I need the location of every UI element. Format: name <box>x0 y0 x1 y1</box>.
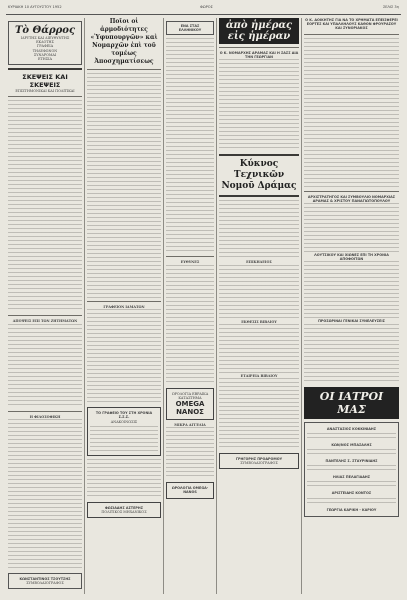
section-heading-3: Η ΦΙΛΟΣΟΦΙΚΗ <box>29 414 61 419</box>
staff-3: ΓΡΑΦΕΙΑ <box>36 44 54 49</box>
section-heading-2: ΑΠΟΨΕΙΣ ΕΠΙ ΤΩΝ ΖΗΤΗΜΑΤΩΝ <box>12 319 78 324</box>
headline-text <box>219 200 299 260</box>
notice-text <box>87 309 161 404</box>
doctor-5: ΑΡΙΣΤΕΙΔΗΣ ΚΟΝΤΟΣ <box>331 491 372 496</box>
footer-ad-sub: ΣΥΜΒΟΛΑΙΟΓΡΑΦΟΣ <box>26 581 64 586</box>
page-header <box>8 5 399 14</box>
top-news-heading: Ο Κ. ΔΟΙΚΗΤΗΣ ΓΙΑ ΝΑ ΤΟ ΧΡΗΜΑΤΑ ΕΠΕΙΣΦΕΡΕΙ ΕΟΡΤΕΣ ΚΑΙ ΥΠΑΛΛΗΛΟΥΣ ΚΑΘΟΝ ΦΡΟΥΡΑΣΟΥ ΚΑΙ ΣΥΝΟΡΙΑΚΟΣ <box>305 18 398 31</box>
article-text-block-2 <box>8 324 82 408</box>
doctor-3: ΠΑΝΤΕΛΗΣ Σ. ΣΤΑΥΡΙΝΙΔΗΣ <box>325 459 378 464</box>
engineer-ad-title: ΦΩΣΙΑΔΗΣ ΑΣΤΕΡΗΣ <box>104 505 144 510</box>
mikra-text <box>166 427 214 479</box>
notary-ad-sub: ΣΥΜΒΟΛΑΙΟΓΡΑΦΟΣ <box>240 461 278 466</box>
section-c-text <box>219 378 299 450</box>
footer-ad <box>8 573 82 589</box>
omega-ad-1 <box>166 388 214 420</box>
staff-1: ΙΔΡΥΤΗΣ ΚΑΙ ΔΙΕΥΘΥΝΤΗΣ <box>20 36 70 40</box>
staff-2: ΕΚΔΟΤΗΣ <box>36 40 54 45</box>
column-3 <box>166 18 214 594</box>
doctor-2: ΚΩΝ/ΝΟΣ ΜΠΑΣΑΛΗΣ <box>331 442 372 447</box>
section-heading: ΣΚΕΨΕΙΣ ΚΑΙ ΣΚΕΨΕΙΣ <box>22 73 68 90</box>
engineer-ad-sub: ΠΟΛΙΤΙΚΟΣ ΜΗΧΑΝΙΚΟΣ <box>101 510 147 515</box>
column-5 <box>304 18 399 594</box>
announcement-title: ΤΟ ΓΡΑΦΕΙΟ ΤΟΥ ΣΤΗ ΧΡΟΝΙΑ Σ.Σ.Σ. <box>95 411 153 420</box>
main-headline: Κύκνος Τεχνικῶν Νομοῦ Δράμας <box>221 159 297 192</box>
notary-ad-title: ΓΡΗΓΟΡΗΣ ΠΡΟΔΡΟΜΟΥ <box>235 457 283 462</box>
article-headline: Ποῖοι οἱ ἁρμοδιότητες «Ὑφυπουργῶν» καὶ Νομαρχῶν ἐπὶ τοῦ τομέως Ἀποσχηματίσεως <box>90 18 158 65</box>
article-text-block-3 <box>8 419 82 569</box>
news-heading-s1: ΑΡΧΙΣΤΡΑΤΗΓΟΣ ΚΑΙ ΣΥΜΒΟΥΛΙΟ ΝΟΜΑΡΧΙΑΣ ΔΡΑΜΑΣ & ΧΡΙΣΤΟΥ ΠΑΝΑΓΙΩΤΟΠΟΥΛΟΥ <box>307 194 396 203</box>
section-epikedeios: ΕΠΙΚΗΔΕΙΟΣ <box>246 260 272 265</box>
column-4 <box>219 18 299 594</box>
header-masthead: ΦΩΡΟΣ <box>200 5 213 9</box>
staff-4: ΤΗΛΕΦΩΝΟΝ <box>32 48 58 53</box>
omega-ad-2 <box>166 482 214 498</box>
mikra-heading: ΜΙΚΡΑ ΑΓΓΕΛΙΑ <box>174 423 206 428</box>
section-etaireia: ΕΤΑΙΡΕΙΑ ΒΙΒΛΙΟΥ <box>240 373 278 378</box>
masthead-title: Τὸ Θάρρος <box>14 25 76 36</box>
staff-5: ΣΥΝΔΡΟΜΑΙ <box>33 52 57 57</box>
announcement-sub: ΑΝΑΚΟΙΝΩΣΙΣ <box>110 419 138 424</box>
article-text <box>87 73 161 298</box>
news-text-s1 <box>304 203 399 253</box>
daily-banner: ἀπὸ ἡμέρας εἰς ἡμέραν <box>219 18 299 44</box>
doctors-banner: ΟΙ ΙΑΤΡΟΙ ΜΑΣ <box>304 387 399 419</box>
mini-box-title: ΕΝΑ ΣΤΑΣ ΕΛΛΗΝΙΚΟΥ <box>178 24 202 33</box>
section-ekthesis: ΕΚΘΕΣΙΣ ΒΙΒΛΙΟΥ <box>241 319 277 324</box>
column-3-text <box>166 38 214 253</box>
doctor-4: ΗΛΙΑΣ ΠΕΛΑΓΙΑΔΗΣ <box>332 475 371 480</box>
section-a-text <box>219 265 299 320</box>
news-heading-1: Ο Κ. ΝΟΜΑΡΧΗΣ ΔΡΑΜΑΣ ΚΑΙ Η ΣΑΣΣ ΔΙΑ ΤΗΝ ΓΕΩΡΓΙΑΝ <box>219 51 299 60</box>
news-text-1 <box>219 59 299 151</box>
news-heading-s3: ΠΡΟΣΩΡΙΝΑΙ ΓΕΝΙΚΑΙ ΣΥΝΕΛΕΥΣΕΙΣ <box>318 319 385 324</box>
engineer-ad <box>87 502 161 518</box>
staff-6: ΕΤΗΣΙΑ <box>38 57 52 62</box>
doctor-list <box>304 422 399 517</box>
notice-heading: ΓΡΑΦΕΙΟΝ ΙΑΜΑΤΩΝ <box>103 305 145 309</box>
masthead-box <box>8 21 82 65</box>
news-text-s2 <box>304 261 399 319</box>
top-news-text <box>304 38 399 188</box>
section-euthunes: ΕΥΘΥΝΕΣ <box>180 260 200 265</box>
omega-ad-1-brand: OMEGA ΝΑΝΟΣ <box>175 400 205 417</box>
section-b-text <box>219 324 299 374</box>
omega-ad-2-brand: ΩΡΟΛΟΓΙΑ ΟΜΕGA-NANOS <box>171 486 209 495</box>
footer-ad-title: ΚΩΝΣΤΑΝΤΙΝΟΣ ΤΣΟΥΤΣΗΣ <box>19 576 71 581</box>
article-text-block <box>8 100 82 312</box>
news-heading-s2: ΛΟΥΤΣΙΚΟΥ ΚΑΙ ΧΙΩΝΕΣ ΕΠΙ ΤΗ ΧΡΟΝΙΑ ΑΠΟΦΟΙΤΩΝ <box>314 253 389 262</box>
notary-ad <box>219 453 299 469</box>
doctor-6: ΓΕΩΡΓΙΑ ΚΑΡΙΚΗ - ΚΑΡΙΟΥ <box>326 507 377 512</box>
classified-text <box>87 459 161 499</box>
doctor-1: ΑΝΑΣΤΑΣΙΟΣ ΚΟΚΚΙΝΙΔΗΣ <box>326 426 377 431</box>
omega-ad-1-text: ΩΡΟΛΟΓΙΑ ΕΒΡΑΙΚΑ ΚΑΤΑΣΤΗΜΑ <box>171 391 209 400</box>
header-page-number: ΣΕΛΙΣ 3η <box>382 5 399 9</box>
column-2 <box>87 18 161 594</box>
news-text-s3 <box>304 324 399 384</box>
column-3-text-2 <box>166 265 214 385</box>
section-subheading: ΕΠΙΣΤΗΜΟΝΙΚΑΙ ΚΑΙ ΠΟΛΙΤΙΚΑΙ <box>15 89 75 94</box>
announcement-box <box>87 407 161 456</box>
header-date: ΚΥΡΙΑΚΗ 10 ΑΥΓΟΥΣΤΟΥ 1952 <box>8 5 62 9</box>
mini-box <box>166 21 214 35</box>
column-1 <box>8 18 82 594</box>
